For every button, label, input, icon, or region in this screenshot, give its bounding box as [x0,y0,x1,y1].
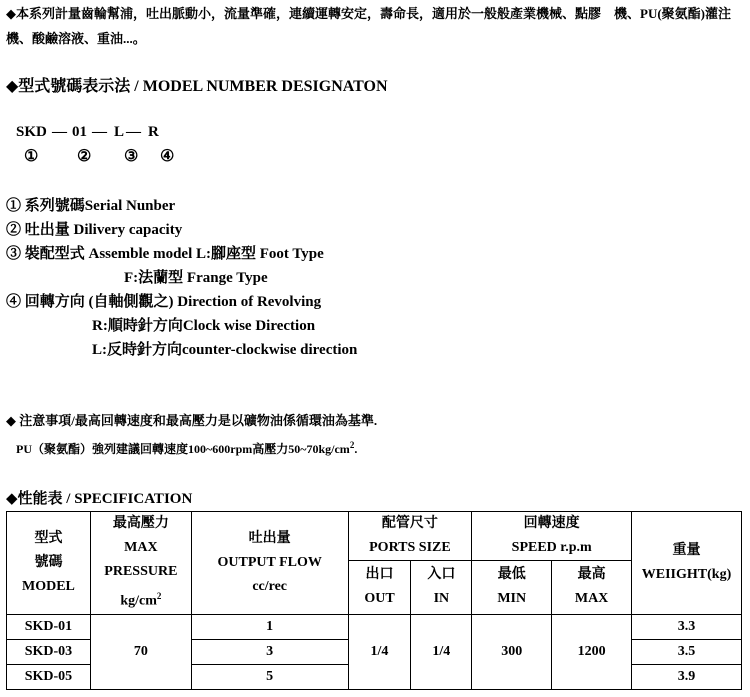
header-max-en: MAX [574,591,609,607]
code-separator: — [52,124,67,140]
item-serial: ① 系列號碼Serial Nunber [6,198,176,214]
pressure-unit-text: kg/cm [120,593,157,609]
note-line-2-end: . [354,442,358,456]
header-pressure-en1: MAX [124,540,158,555]
circled-three: ③ [124,148,139,165]
code-part-mount: L [114,124,125,140]
header-in-en: IN [433,591,450,607]
flow-cell: 3 [191,639,348,664]
weight-cell: 3.3 [632,614,742,639]
header-weight-en: WEIIGHT(kg) [641,566,732,582]
out-port-cell: 1/4 [348,614,411,689]
header-model-zh: 型式號碼 [34,530,63,570]
header-flow [191,512,348,615]
header-flow-zh: 吐出量 [248,530,291,546]
header-model [7,512,91,615]
header-out-en: OUT [364,591,395,607]
header-out [348,561,411,615]
in-port-cell: 1/4 [411,614,472,689]
header-pressure-unit [91,584,191,614]
header-pressure [90,512,191,615]
header-ports [348,512,472,561]
note-line-2-text: PU（聚氨酯）強列建議回轉速度100~600rpm高壓力50~70kg/cm [16,442,350,456]
note-line-1: ◆ 注意事項/最高回轉速度和最高壓力是以礦物油係循環油為基準. [6,413,378,428]
note-line-2-sup: 2 [349,440,355,450]
item-assemble: ③ 裝配型式 Assemble model L:腳座型 Foot Type [6,246,324,262]
spec-table [6,511,742,690]
header-pressure-en2: PRESSURE [104,564,178,579]
code-part-rotation: R [148,124,159,140]
header-pressure-zh: 最高壓力 [112,516,169,531]
header-min-en: MIN [497,591,527,607]
model-cell: SKD-05 [7,664,91,689]
code-part-capacity: 01 [72,124,87,140]
header-flow-en: OUTPUT FLOW [217,554,322,570]
header-ports-zh: 配管尺寸 [381,516,438,531]
header-speed-en: SPEED r.p.m [511,540,592,555]
pressure-cell: 70 [90,614,191,689]
header-weight-zh: 重量 [672,542,701,558]
header-speed [472,512,632,561]
item-clockwise: R:順時針方向Clock wise Direction [92,318,316,334]
code-part-series: SKD [16,124,47,140]
min-speed-cell: 300 [472,614,552,689]
header-ports-en: PORTS SIZE [369,540,451,555]
header-max [552,561,632,615]
header-out-zh: 出口 [365,567,394,583]
header-model-en: MODEL [22,578,75,594]
code-separator: — [92,124,107,140]
item-direction: ④ 回轉方向 (自軸側觀之) Direction of Revolving [6,294,322,310]
header-weight [632,512,742,615]
header-in [411,561,472,615]
item-counter-clockwise: L:反時針方向counter-clockwise direction [92,342,358,358]
table-row [7,614,742,639]
header-max-zh: 最高 [577,567,606,583]
circled-one: ① [24,148,39,165]
header-speed-zh: 回轉速度 [523,516,580,531]
header-min [472,561,552,615]
max-speed-cell: 1200 [552,614,632,689]
flow-cell: 1 [191,614,348,639]
item-flange: F:法蘭型 Frange Type [124,270,268,286]
designation-heading: ◆型式號碼表示法 / MODEL NUMBER DESIGNATON [6,78,388,95]
weight-cell: 3.5 [632,639,742,664]
header-in-zh: 入口 [427,567,456,583]
spec-heading: ◆性能表 / SPECIFICATION [6,491,193,507]
header-min-zh: 最低 [497,567,526,583]
header-flow-unit: cc/rec [252,578,288,594]
intro-paragraph: ◆本系列計量齒輪幫浦，吐出脈動小，流量準確，連續運轉安定，壽命長，適用於一般般產業機械、點膠 機、PU(聚氨酯)灌注機、酸鹼溶液、重油...。 [6,6,731,46]
weight-cell: 3.9 [632,664,742,689]
note-line-2 [16,440,357,457]
code-separator: — [126,124,141,140]
flow-cell: 5 [191,664,348,689]
circled-four: ④ [160,148,175,165]
circled-two: ② [77,148,92,165]
item-delivery: ② 吐出量 Dilivery capacity [6,222,183,238]
model-cell: SKD-01 [7,614,91,639]
pressure-unit-sup: 2 [156,591,162,601]
model-cell: SKD-03 [7,639,91,664]
